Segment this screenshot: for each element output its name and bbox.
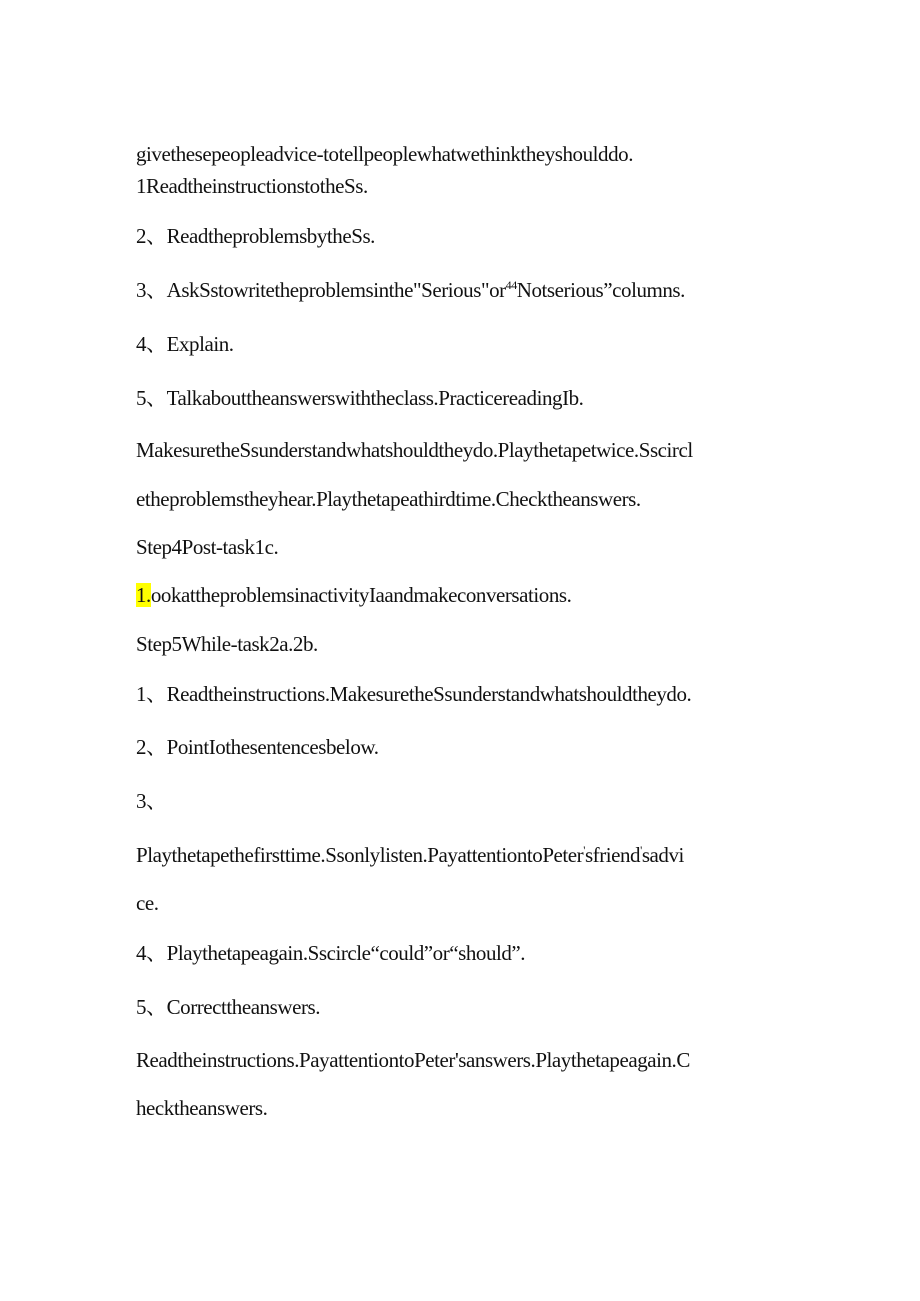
line-text-continued: Notserious”columns. (516, 278, 685, 302)
line-text-continued: sfriend (584, 843, 641, 867)
line-text: hecktheanswers. (136, 1096, 268, 1120)
text-line (136, 331, 796, 357)
line-text: ce. (136, 891, 159, 915)
line-text: MakesuretheSsunderstandwhatshouldtheydo.Playthetapetwice.Sscircl (136, 438, 693, 462)
text-line (136, 437, 796, 463)
line-text: Playthetapethefirsttime.Ssonlylisten.PayattentiontoPeter (136, 843, 584, 867)
text-line (136, 223, 796, 249)
text-line (136, 173, 796, 199)
highlighted-text: 1. (136, 583, 151, 607)
text-line (136, 1095, 796, 1121)
line-text: etheproblemstheyhear.Playthetapeathirdtime.Checktheanswers. (136, 487, 641, 511)
line-text: Readtheinstructions.PayattentiontoPeter'sanswers.Playthetapeagain.C (136, 1048, 690, 1072)
line-text: givethesepeopleadvice-totellpeoplewhatwethinktheyshoulddo. (136, 142, 633, 166)
line-text-continued: sadvi (641, 843, 684, 867)
text-line (136, 631, 796, 657)
line-text: ookattheproblemsinactivityIaandmakeconversations. (150, 583, 572, 607)
line-text: 2、PointIothesentencesbelow. (136, 735, 379, 759)
text-line (136, 842, 796, 868)
line-text: 4、Playthetapeagain.Sscircle“could”or“should”. (136, 941, 526, 965)
superscript-mark: 44 (505, 278, 517, 292)
apostrophe-mark: ' (640, 843, 642, 857)
text-line (136, 994, 796, 1020)
text-line (136, 277, 796, 303)
line-text: 4、Explain. (136, 332, 234, 356)
text-line (136, 788, 796, 814)
line-text: 1、Readtheinstructions.MakesuretheSsunderstandwhatshouldtheydo. (136, 682, 692, 706)
text-line (136, 940, 796, 966)
apostrophe-mark: ' (583, 843, 585, 857)
line-text: 3、 (136, 789, 167, 813)
line-text: 1ReadtheinstructionstotheSs. (136, 174, 368, 198)
line-text: Step5While-task2a.2b. (136, 632, 318, 656)
text-line (136, 486, 796, 512)
text-line (136, 734, 796, 760)
text-line (136, 890, 796, 916)
text-line (136, 141, 796, 167)
text-line (136, 582, 796, 608)
line-text: 3、AskSstowritetheproblemsinthe"Serious"or (136, 278, 506, 302)
text-line (136, 1047, 796, 1073)
text-line (136, 681, 796, 707)
line-text: 2、ReadtheproblemsbytheSs. (136, 224, 375, 248)
text-line (136, 385, 796, 411)
line-text: 5、Talkabouttheanswerswiththeclass.PracticereadingIb. (136, 386, 584, 410)
line-text: Step4Post-task1c. (136, 535, 279, 559)
text-line (136, 534, 796, 560)
line-text: 5、Correcttheanswers. (136, 995, 321, 1019)
